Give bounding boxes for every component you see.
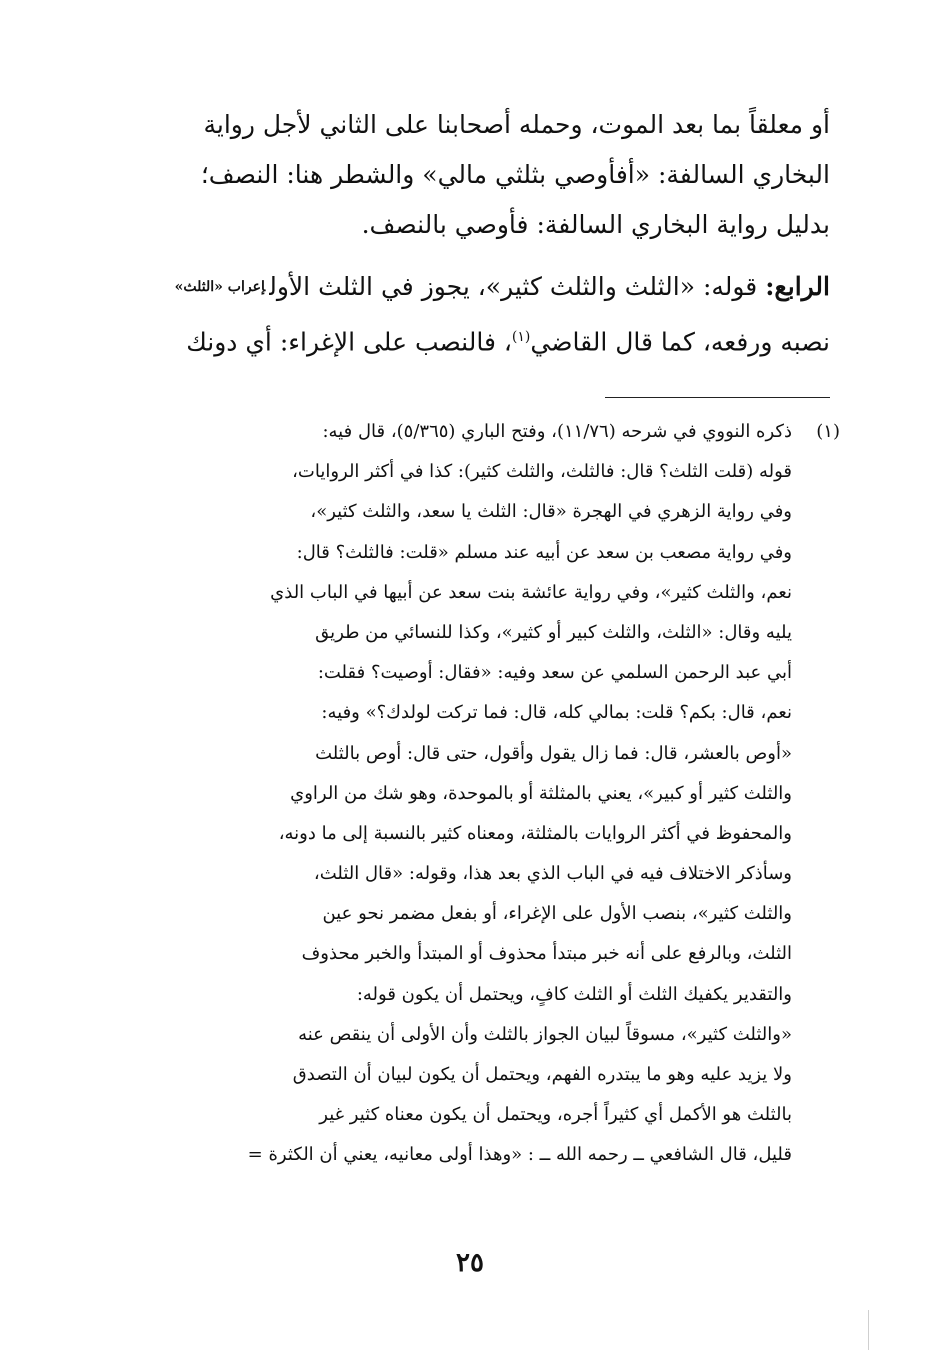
scan-edge-mark	[868, 1310, 869, 1350]
main-line-5-after: ، فالنصب على الإغراء: أي دونك	[186, 327, 512, 357]
main-line-4-text: قوله: «الثلث والثلث كثير»، يجوز في الثلث الأول	[269, 272, 766, 301]
footnote-line-13: والثلث كثير»، بنصب الأول على الإغراء، أو بفعل مضمر نحو عين	[322, 903, 792, 925]
footnote-marker: (١)	[816, 421, 840, 442]
paragraph-gap	[150, 250, 830, 262]
footnote-line-15: والتقدير يكفيك الثلث أو الثلث كافٍ، ويحتمل أن يكون قوله:	[356, 983, 792, 1005]
main-line-1: أو معلقاً بما بعد الموت، وحمله أصحابنا على الثاني لأجل رواية	[203, 110, 830, 139]
page-number: ٢٥	[456, 1248, 484, 1278]
footnote-line-3: وفي رواية الزهري في الهجرة «قال: الثلث يا سعد، والثلث كثير»،	[310, 501, 792, 523]
main-line-3: بدليل رواية البخاري السالفة: فأوصي بالنصف.	[361, 210, 830, 239]
section-label: الرابع:	[765, 272, 830, 301]
footnote-block	[150, 412, 840, 1176]
footnote-line-19: قليل، قال الشافعي ــ رحمه الله ــ : «وهذا أولى معانيه، يعني أن الكثرة =	[247, 1144, 792, 1166]
footnote-line-6: يليه وقال: «الثلث، والثلث كبير أو كثير»، وكذا للنسائي من طريق	[315, 621, 792, 643]
footnote-line-10: والثلث كثير أو كبير»، يعني بالمثلثة أو بالموحدة، وهو شك من الراوي	[290, 782, 792, 804]
main-line-2: البخاري السالفة: «أفأوصي بثلثي مالي» والشطر هنا: النصف؛	[200, 160, 830, 189]
footnote-line-12: وسأذكر الاختلاف فيه في الباب الذي بعد هذا، وقوله: «قال الثلث،	[313, 863, 792, 885]
footnote-line-7: أبي عبد الرحمن السلمي عن سعد وفيه: «فقال: أوصيت؟ فقلت:	[317, 662, 792, 684]
main-line-5	[150, 312, 830, 362]
footnote-line-16: «والثلث كثير»، مسوقاً لبيان الجواز بالثلث وأن الأولى أن ينقص عنه	[298, 1023, 792, 1045]
main-line-5-before: نصبه ورفعه، كما قال القاضي	[530, 327, 830, 357]
footnote-body	[150, 412, 792, 1176]
footnote-line-2: قوله (قلت الثلث؟ قال: فالثلث، والثلث كثير): كذا في أكثر الروايات،	[292, 461, 792, 483]
main-line-4	[150, 262, 830, 312]
footnote-line-4: وفي رواية مصعب بن سعد عن أبيه عند مسلم «قلت: فالثلث؟ قال:	[296, 541, 792, 563]
footnote-line-1: ذكره النووي في شرحه (١١/٧٦)، وفتح الباري (٥/٣٦٥)، قال فيه:	[322, 421, 792, 442]
footnote-line-9: «أوص بالعشر، قال: فما زال يقول وأقول، حتى قال: أوص بالثلث	[315, 742, 792, 764]
footnote-reference: (١)	[511, 329, 531, 345]
footnote-line-5: نعم، والثلث كثير»، وفي رواية عائشة بنت سعد عن أبيها في الباب الذي	[270, 581, 792, 603]
main-text	[150, 100, 830, 362]
margin-note: إعراب «الثلث»	[174, 279, 266, 295]
footnote-line-17: ولا يزيد عليه وهو ما يبتدره الفهم، ويحتمل أن يكون لبيان أن التصدق	[292, 1064, 792, 1085]
footnote-separator	[605, 397, 830, 398]
footnote-line-14: الثلث، وبالرفع على أنه خبر مبتدأ محذوف أو المبتدأ والخبر محذوف	[301, 943, 792, 965]
footnote-line-8: نعم، قال: بكم؟ قلت: بمالي كله، قال: فما تركت لولدك؟» وفيه:	[321, 702, 792, 724]
footnote-line-11: والمحفوظ في أكثر الروايات بالمثلثة، ومعناه كثير بالنسبة إلى ما دونه،	[278, 822, 792, 844]
footnote-line-18: بالثلث هو الأكمل أي كثيراً أجره، ويحتمل أن يكون معناه كثير غير	[319, 1104, 792, 1126]
